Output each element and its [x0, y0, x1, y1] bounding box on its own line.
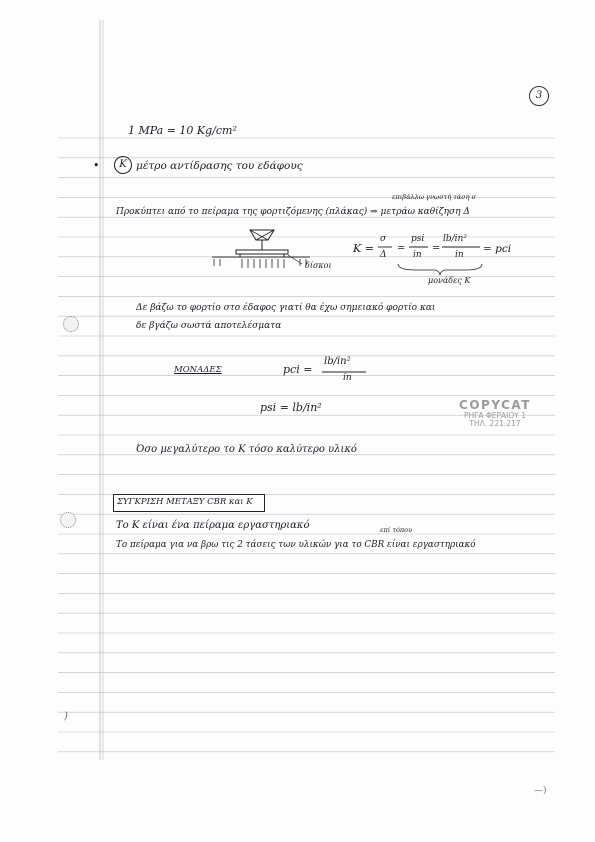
corner-mark: —): [534, 786, 547, 796]
formula-result: = pci: [483, 243, 512, 255]
unit-conversion: 1 MPa = 10 Kg/cm²: [128, 124, 237, 137]
procedure-line: Προκύπτει από το πείραμα της φορτιζόμενης (πλάκας) ⇒ μετράω καθίζηση Δ: [116, 207, 470, 217]
k-heading: μέτρο αντίδρασης του εδάφους: [136, 160, 303, 172]
frac2-den: in: [413, 250, 422, 260]
brace-label: μονάδες K: [428, 276, 471, 285]
binder-hole-top: [63, 316, 79, 332]
units-heading: ΜΟΝΑΔΕΣ: [174, 365, 222, 375]
procedure-note: επιβάλλω γνωστή τάση σ: [392, 193, 477, 201]
plate-label: δίσκοι: [305, 261, 332, 270]
units-pci-num: lb/in²: [324, 356, 351, 367]
eq-2: =: [397, 243, 406, 254]
units-psi: psi = lb/in²: [260, 401, 322, 414]
margin-mark: ): [64, 711, 68, 722]
formula-fraction-bars: [376, 247, 486, 277]
frac3-den: in: [455, 250, 464, 260]
k-symbol-circled: K: [114, 156, 132, 174]
copycat-stamp: COPYCAT ΡΗΓΑ ΦΕΡΑΙΟΥ 1 ΤΗΛ. 221.217: [459, 398, 531, 429]
eq-3: =: [432, 243, 441, 254]
para1-line2: δε βγάζω σωστά αποτελέσματα: [136, 321, 282, 331]
comparison-line1: Το K είναι ένα πείραμα εργαστηριακό: [116, 520, 310, 531]
k-conclusion: Όσο μεγαλύτερο το K τόσο καλύτερο υλικό: [136, 444, 357, 455]
frac2-num: psi: [411, 234, 425, 244]
units-pci-bar: [322, 371, 368, 373]
comparison-line2: Το πείραμα για να βρω τις 2 τάσεις των υλικών για το CBR είναι εργαστηριακό: [116, 540, 476, 550]
binder-hole-bottom: [60, 512, 76, 528]
frac1-den: Δ: [380, 250, 387, 260]
plate-load-sketch: [210, 228, 320, 278]
units-pci-den: in: [343, 373, 352, 383]
units-pci-lhs: pci =: [283, 363, 313, 376]
formula-k-lhs: K =: [353, 242, 374, 255]
bullet-dot: •: [93, 159, 100, 172]
comparison-note: επί τόπου: [380, 526, 413, 534]
para1-line1: Δε βάζω το φορτίο στο έδαφος γιατί θα έχω σημειακό φορτίο και: [136, 303, 436, 313]
page-number: 3: [529, 86, 549, 106]
comparison-heading: ΣΥΓΚΡΙΣΗ ΜΕΤΑΞΥ CBR και K: [117, 497, 253, 507]
frac3-num: lb/in²: [443, 234, 467, 244]
frac1-num: σ: [380, 234, 387, 244]
